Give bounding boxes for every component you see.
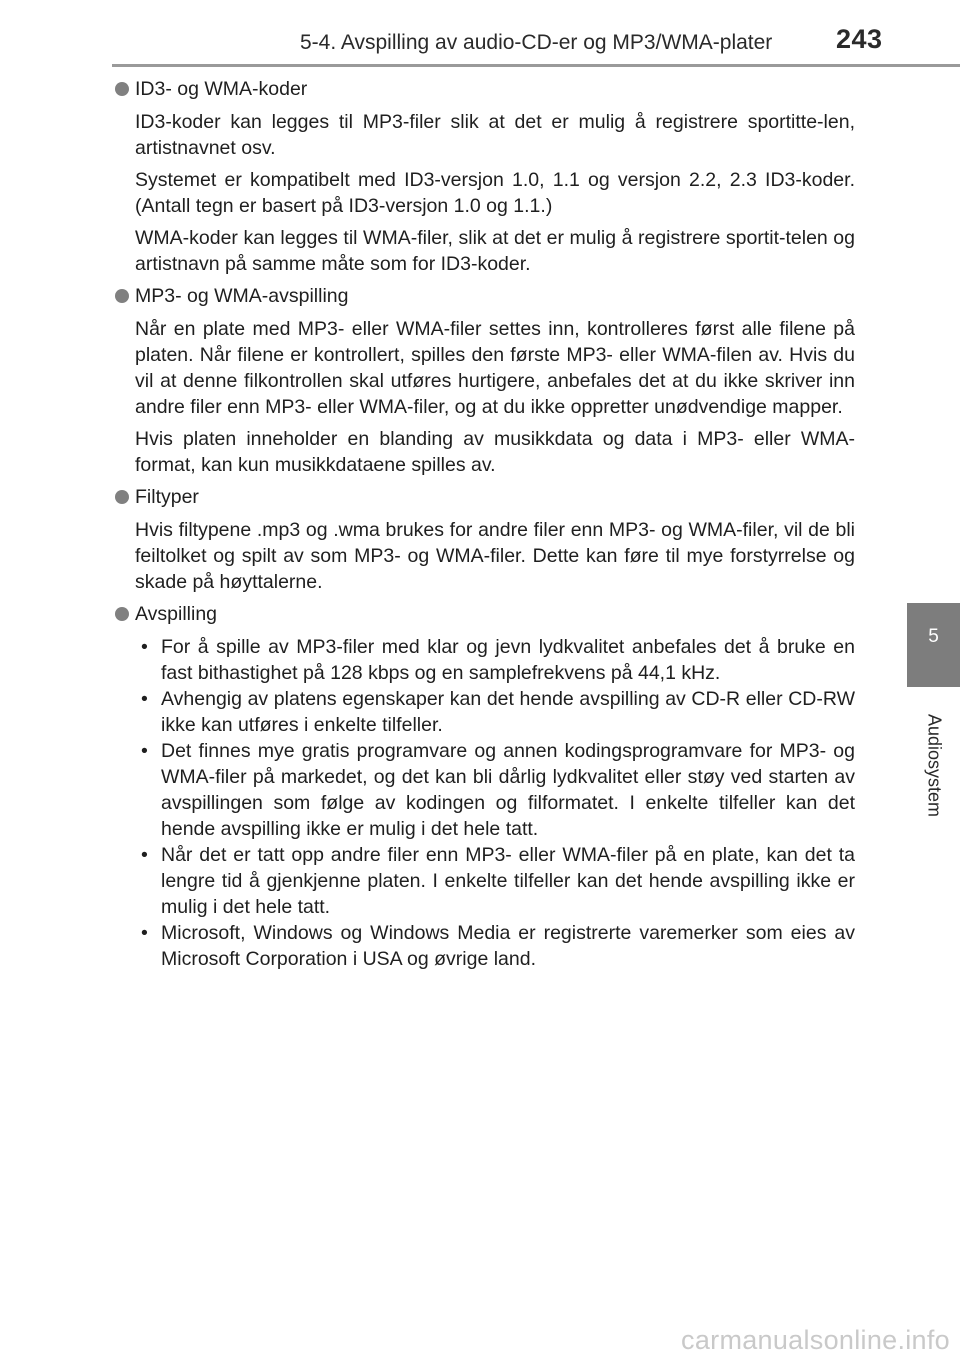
list-item [135,738,855,842]
section-file-types [112,484,855,595]
paragraph: Systemet er kompatibelt med ID3-versjon 1.0, 1.1 og versjon 2.2, 2.3 ID3-koder. (Antall tegn er basert på ID3-versjon 1.0 og 1.1.) [135,169,855,217]
section-id3-wma-tags [112,76,855,277]
section-heading-text: Filtyper [135,486,199,508]
list-item-text: Når det er tatt opp andre filer enn MP3- eller WMA-filer på en plate, kan det ta lengre tid å gjenkjenne platen. I enkelte tilfeller kan det hende avspilling ikke er mulig i det hele tatt. [161,844,855,918]
chapter-label: Audiosystem [924,713,944,818]
section-mp3-wma-playback [112,283,855,478]
paragraph: Hvis platen inneholder en blanding av musikkdata og data i MP3- eller WMA-format, kan kun musikkdataene spilles av. [135,428,855,476]
list-item [135,634,855,686]
section-playback [112,601,855,972]
list-item-text: Det finnes mye gratis programvare og annen kodingsprogramvare for MP3- og WMA-filer på markedet, og det kan bli dårlig lydkvalitet eller støy ved starten av avspillingen som følge av kodingen og filformatet. I enkelte tilfeller kan det hende avspilling ikke er mulig i det hele tatt. [161,740,855,840]
list-dot-icon: • [141,740,148,762]
bullet-list [112,634,855,972]
section-heading-text: ID3- og WMA-koder [135,78,308,100]
section-heading-text: Avspilling [135,603,218,625]
page-number: 243 [836,24,883,54]
paragraph: ID3-koder kan legges til MP3-filer slik at det er mulig å registrere sportitte-len, artistnavnet osv. [135,111,855,159]
watermark: carmanualsonline.info [681,1325,950,1355]
section-heading-text: MP3- og WMA-avspilling [135,285,349,307]
section-heading [112,484,855,510]
paragraph: Hvis filtypene .mp3 og .wma brukes for andre filer enn MP3- og WMA-filer, vil de bli feiltolket og spilt av som MP3- og WMA-filer. Dette kan føre til mye forstyrrelse og skade på høyttalerne. [135,519,855,593]
list-item [135,920,855,972]
list-dot-icon: • [141,688,148,710]
bullet-circle-icon [115,82,129,96]
chapter-tab [907,603,960,687]
running-header-title: 5-4. Avspilling av audio-CD-er og MP3/WMA-plater [300,31,773,54]
list-item [135,842,855,920]
bullet-circle-icon [115,289,129,303]
list-dot-icon: • [141,922,148,944]
list-item-text: Avhengig av platens egenskaper kan det hende avspilling av CD-R eller CD-RW ikke kan utføres i enkelte tilfeller. [161,688,855,736]
section-heading [112,283,855,309]
list-item-text: Microsoft, Windows og Windows Media er registrerte varemerker som eies av Microsoft Corporation i USA og øvrige land. [161,922,855,970]
list-dot-icon: • [141,636,148,658]
section-heading [112,601,855,627]
chapter-number: 5 [928,626,939,647]
paragraph: WMA-koder kan legges til WMA-filer, slik at det er mulig å registrere sportit-telen og artistnavn på samme måte som for ID3-koder. [135,227,855,275]
list-dot-icon: • [141,844,148,866]
bullet-circle-icon [115,607,129,621]
page-content [112,76,855,972]
list-item-text: For å spille av MP3-filer med klar og jevn lydkvalitet anbefales det å bruke en fast bithastighet på 128 kbps og en samplefrekvens på 44,1 kHz. [161,636,855,684]
bullet-circle-icon [115,490,129,504]
list-item [135,686,855,738]
paragraph: Når en plate med MP3- eller WMA-filer settes inn, kontrolleres først alle filene på platen. Når filene er kontrollert, spilles den første MP3- eller WMA-filen av. Hvis du vil at denne filkontrollen skal utføres hurtigere, anbefales det at du ikke skriver inn andre filer enn MP3- eller WMA-filer, og at du ikke oppretter unødvendige mapper. [135,318,855,418]
section-heading [112,76,855,102]
chapter-label-container [907,700,960,850]
header-divider [112,64,960,67]
